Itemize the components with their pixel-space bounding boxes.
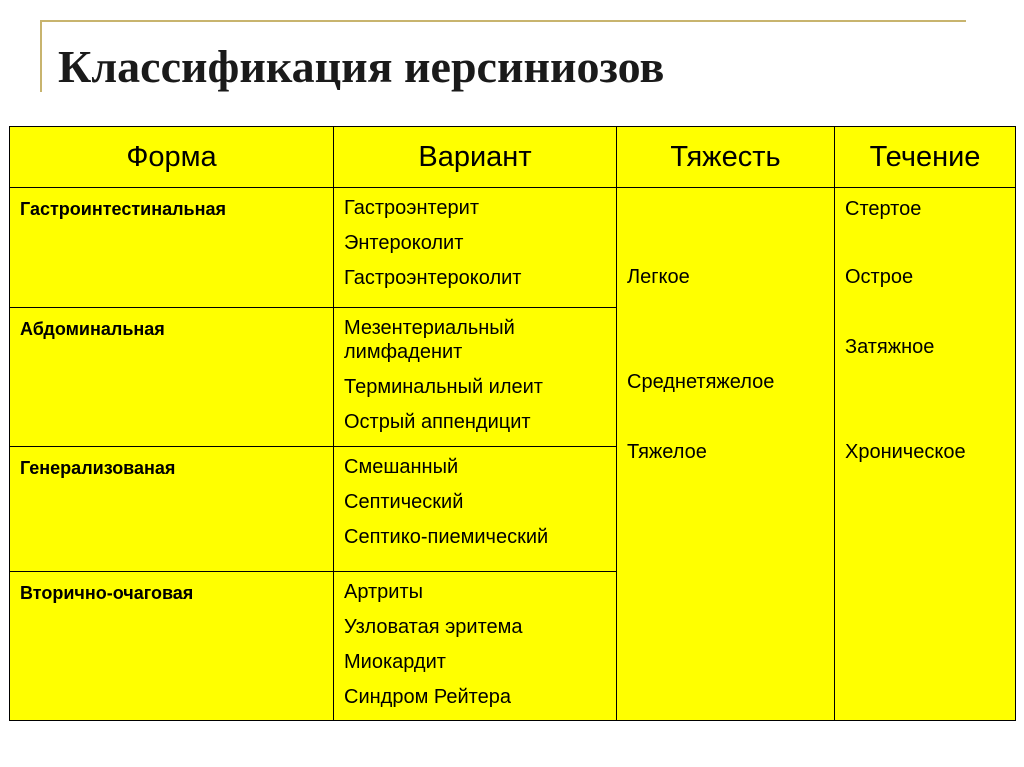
variant-cell xyxy=(334,188,617,308)
variant-cell xyxy=(334,447,617,572)
variant-item: Терминальный илеит xyxy=(344,376,543,398)
variant-item: Мезентериальный лимфаденит xyxy=(344,317,515,363)
variant-item: Острый аппендицит xyxy=(344,411,531,433)
variant-item: Септический xyxy=(344,491,464,513)
header-severity: Тяжесть xyxy=(617,127,835,188)
header-course: Течение xyxy=(835,127,1016,188)
severity-item: Среднетяжелое xyxy=(627,371,775,393)
form-cell: Гастроинтестинальная xyxy=(10,188,334,308)
variant-cell xyxy=(334,308,617,447)
header-variant: Вариант xyxy=(334,127,617,188)
header-form: Форма xyxy=(10,127,334,188)
variant-item: Смешанный xyxy=(344,456,459,478)
slide-title: Классификация иерсиниозов xyxy=(58,41,665,92)
course-item: Хроническое xyxy=(845,441,966,463)
classification-table xyxy=(9,126,1016,721)
variant-item: Энтероколит xyxy=(344,232,464,254)
severity-item: Тяжелое xyxy=(627,441,707,463)
table-row xyxy=(10,188,1016,308)
form-cell: Генерализованая xyxy=(10,447,334,572)
form-cell: Абдоминальная xyxy=(10,308,334,447)
decorative-left-line xyxy=(40,20,42,92)
variant-item: Узловатая эритема xyxy=(344,616,523,638)
severity-item: Легкое xyxy=(627,266,690,288)
variant-item: Синдром Рейтера xyxy=(344,686,511,708)
course-cell xyxy=(835,188,1016,721)
variant-item: Гастроэнтероколит xyxy=(344,267,522,289)
course-item: Затяжное xyxy=(845,336,935,358)
variant-item: Артриты xyxy=(344,581,424,603)
course-item: Острое xyxy=(845,266,914,288)
variant-item: Миокардит xyxy=(344,651,446,673)
variant-item: Септико-пиемический xyxy=(344,526,549,548)
variant-cell xyxy=(334,572,617,721)
form-cell: Вторично-очаговая xyxy=(10,572,334,721)
table-header-row xyxy=(10,127,1016,188)
variant-item: Гастроэнтерит xyxy=(344,197,479,219)
course-item: Стертое xyxy=(845,198,922,220)
severity-cell xyxy=(617,188,835,721)
decorative-top-line xyxy=(40,20,966,22)
